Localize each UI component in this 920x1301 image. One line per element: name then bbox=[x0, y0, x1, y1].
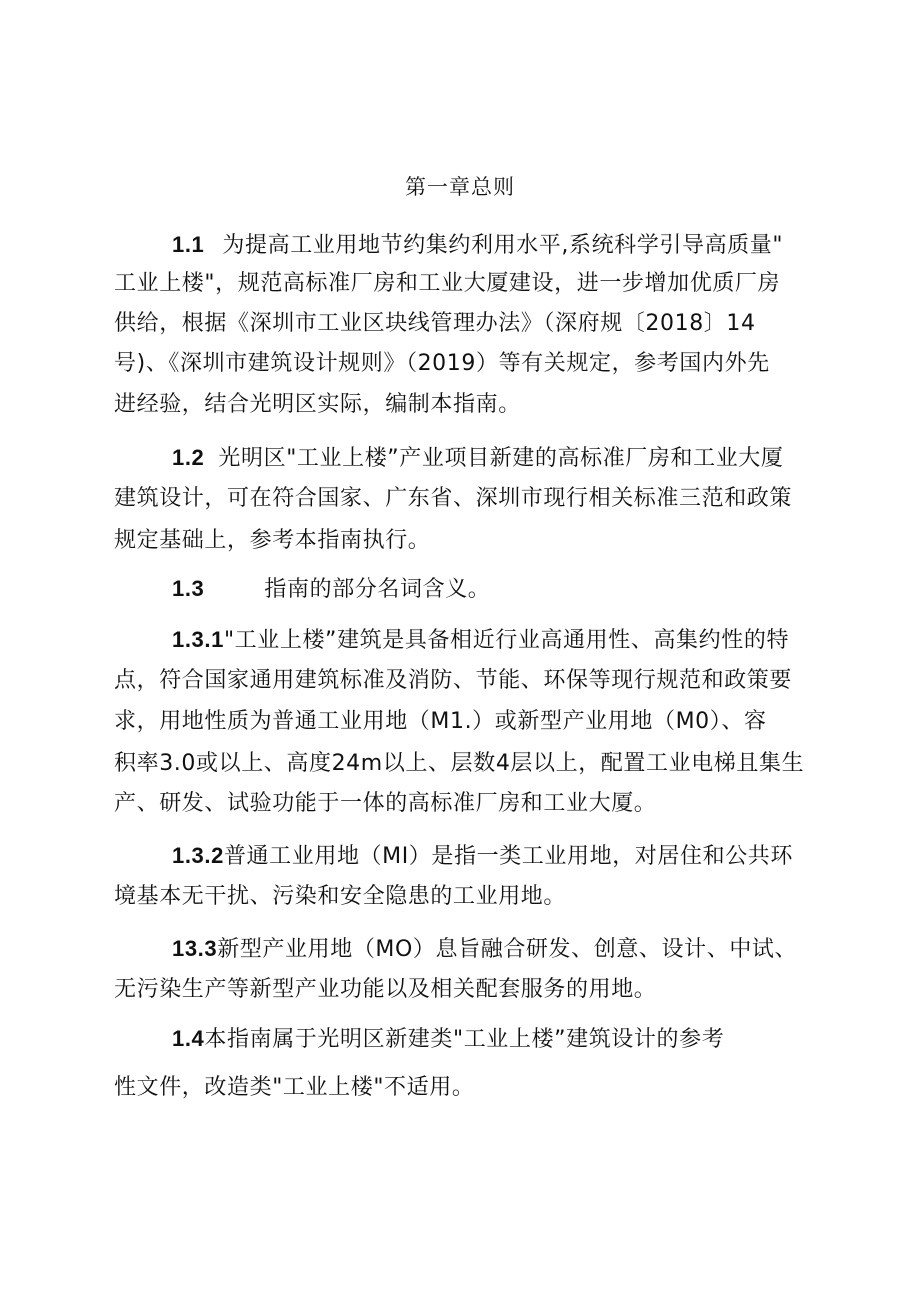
paragraph-1-3-3-line-1 bbox=[172, 933, 797, 966]
paragraph-1-4-line-1 bbox=[172, 1023, 724, 1056]
paragraph-1-1-line-2: 工业上楼"，规范高标准厂房和工业大厦建设，进一步增加优质厂房 bbox=[114, 271, 781, 296]
section-number-1-3-3: 13.3 bbox=[172, 936, 218, 961]
section-number-1-3-1: 1.3.1 bbox=[172, 627, 224, 652]
section-number-1-2: 1.2 bbox=[172, 445, 205, 470]
paragraph-1-3-1-line-4: 积率3.0或以上、高度24m以上、层数4层以上，配置工业电梯且集生 bbox=[114, 751, 805, 776]
paragraph-text: 指南的部分名词含义。 bbox=[264, 577, 491, 602]
paragraph-1-3-1-line-3: 求，用地性质为普通工业用地（M1.）或新型产业用地（M0）、容 bbox=[114, 709, 767, 734]
paragraph-1-2-line-1 bbox=[172, 442, 784, 475]
paragraph-1-3-2-line-2: 境基本无干扰、污染和安全隐患的工业用地。 bbox=[114, 884, 567, 909]
paragraph-text: 本指南属于光明区新建类"工业上楼”建筑设计的参考 bbox=[204, 1027, 725, 1052]
paragraph-1-3-2-line-1 bbox=[172, 840, 793, 873]
chapter-title: 第一章总则 bbox=[405, 175, 515, 199]
paragraph-1-3-3-line-2: 无污染生产等新型产业功能以及相关配套服务的用地。 bbox=[114, 977, 657, 1002]
paragraph-text: 光明区"工业上楼”产业项目新建的高标准厂房和工业大厦 bbox=[218, 446, 784, 471]
paragraph-text: 新型产业用地（MO）息旨融合研发、创意、设计、中试、 bbox=[217, 937, 798, 962]
section-number-1-4: 1.4 bbox=[172, 1026, 205, 1051]
paragraph-1-3-line-1 bbox=[172, 573, 490, 606]
section-number-1-3-2: 1.3.2 bbox=[172, 843, 224, 868]
paragraph-1-1-line-5: 进经验，结合光明区实际，编制本指南。 bbox=[114, 392, 521, 417]
paragraph-text: "工业上楼”建筑是具备相近行业高通用性、高集约性的特 bbox=[223, 628, 790, 653]
paragraph-text: 为提高工业用地节约集约利用水平,系统科学引导高质量" bbox=[222, 233, 784, 258]
paragraph-1-1-line-1 bbox=[172, 229, 783, 262]
paragraph-1-3-1-line-5: 产、研发、试验功能于一体的高标准厂房和工业大厦。 bbox=[114, 791, 657, 816]
paragraph-1-4-line-2: 性文件，改造类"工业上楼"不适用。 bbox=[114, 1075, 475, 1100]
section-number-1-3: 1.3 bbox=[172, 576, 205, 601]
paragraph-1-3-1-line-1 bbox=[172, 624, 789, 657]
paragraph-1-1-line-3: 供给，根据《深圳市工业区块线管理办法》（深府规〔2018〕14 bbox=[114, 311, 756, 336]
paragraph-1-2-line-3: 规定基础上，参考本指南执行。 bbox=[114, 528, 431, 553]
paragraph-1-1-line-4: 号)、《深圳市建筑设计规则》（2019）等有关规定，参考国内外先 bbox=[114, 351, 770, 376]
section-number-1-1: 1.1 bbox=[172, 232, 205, 257]
paragraph-1-2-line-2: 建筑设计，可在符合国家、广东省、深圳市现行相关标准三范和政策 bbox=[114, 486, 793, 511]
paragraph-text: 普通工业用地（MI）是指一类工业用地，对居住和公共环 bbox=[223, 844, 794, 869]
paragraph-1-3-1-line-2: 点，符合国家通用建筑标准及消防、节能、环保等现行规范和政策要 bbox=[114, 668, 793, 693]
